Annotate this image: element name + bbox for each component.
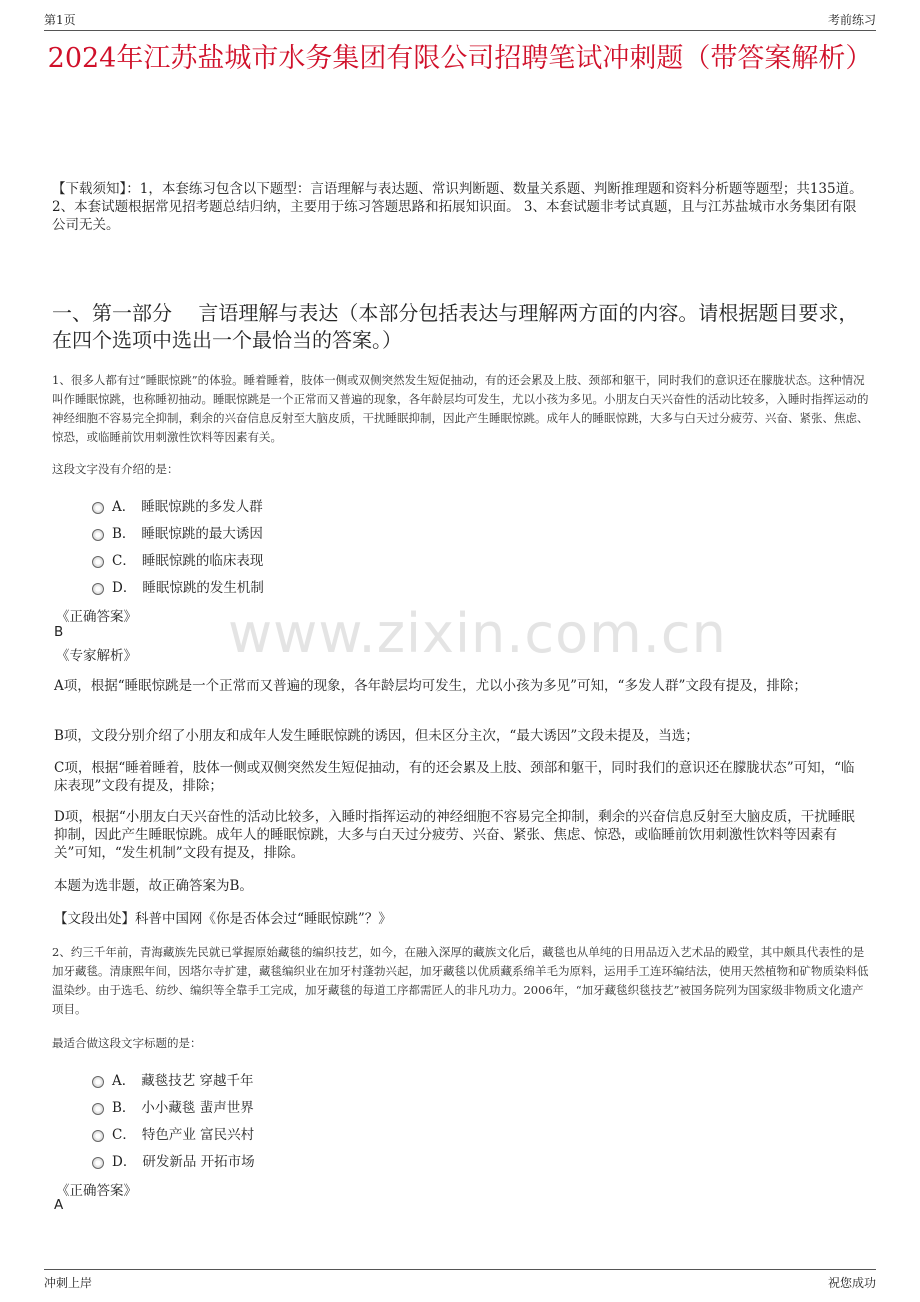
option-letter: A． [112, 498, 136, 515]
q1-source: 【文段出处】科普中国网《你是否体会过“睡眠惊跳”？》 [54, 911, 392, 927]
q1-option-b[interactable] [92, 518, 264, 545]
radio-icon[interactable] [92, 1103, 104, 1115]
option-letter: D． [112, 579, 137, 596]
option-letter: C． [112, 1126, 136, 1143]
option-text: 睡眠惊跳的多发人群 [141, 498, 263, 515]
q2-option-d[interactable] [92, 1146, 255, 1173]
footer-left: 冲刺上岸 [44, 1276, 93, 1290]
q2-answer-label: 《正确答案》 [56, 1183, 137, 1199]
watermark: www.zixin.com.cn [228, 602, 727, 665]
option-text: 小小藏毯 蜚声世界 [141, 1099, 254, 1116]
radio-icon[interactable] [92, 583, 104, 595]
q1-option-c[interactable] [92, 545, 264, 572]
q2-answer: A [54, 1197, 64, 1213]
option-text: 睡眠惊跳的发生机制 [142, 579, 264, 596]
download-notice: 【下载须知】：1，本套练习包含以下题型：言语理解与表达题、常识判断题、数量关系题、判断推理题和资料分析题等题型；共135道。 2、本套试题根据常见招考题总结归纳，主要用于练习答题思路和拓展知识面。 3、本套试题非考试真题，且与江苏盐城市水务集团有限公司无关。 [52, 181, 863, 233]
q1-options [92, 491, 264, 599]
q2-question: 最适合做这段文字标题的是： [52, 1036, 202, 1050]
footer-right: 祝您成功 [827, 1276, 876, 1290]
option-text: 特色产业 富民兴村 [141, 1126, 255, 1143]
q2-passage: 2、约三千年前，青海藏族先民就已掌握原始藏毯的编织技艺，如今，在融入深厚的藏族文化后，藏毯也从单纯的日用品迈入艺术品的殿堂，其中颇具代表性的是加牙藏毯。清康熙年间，因塔尔寺扩建，藏毯编织业在加牙村蓬勃兴起，加牙藏毯以优质藏系绵羊毛为原料，运用手工连环编结法，使用天然植物和矿物质染料低温染纱。由于选毛、纺纱、编织等全靠手工完成，加牙藏毯的每道工序都需匠人的非凡功力。2006年，“加牙藏毯织毯技艺”被国务院列为国家级非物质文化遗产项目。 [52, 945, 869, 1016]
q1-analysis-label: 《专家解析》 [56, 648, 137, 664]
option-letter: C． [112, 552, 136, 569]
q1-analysis-a: A项，根据“睡眠惊跳是一个正常而又普遍的现象，各年龄层均可发生，尤以小孩为多见”可知，“多发人群”文段有提及，排除； [54, 678, 807, 694]
q2-options [92, 1065, 255, 1173]
option-text: 藏毯技艺 穿越千年 [141, 1072, 254, 1089]
option-text: 研发新品 开拓市场 [142, 1153, 255, 1170]
q1-option-a[interactable] [92, 491, 264, 518]
radio-icon[interactable] [92, 1076, 104, 1088]
document-title: 2024年江苏盐城市水务集团有限公司招聘笔试冲刺题（带答案解析） [47, 43, 873, 74]
q1-analysis-b: B项，文段分别介绍了小朋友和成年人发生睡眠惊跳的诱因，但未区分主次，“最大诱因”文段未提及，当选； [54, 728, 699, 744]
option-text: 睡眠惊跳的最大诱因 [141, 525, 263, 542]
radio-icon[interactable] [92, 502, 104, 514]
radio-icon[interactable] [92, 1157, 104, 1169]
q2-option-b[interactable] [92, 1092, 255, 1119]
option-letter: B． [112, 525, 136, 542]
page-header [44, 0, 876, 31]
radio-icon[interactable] [92, 529, 104, 541]
radio-icon[interactable] [92, 556, 104, 568]
section-heading: 一、第一部分 言语理解与表达（本部分包括表达与理解两方面的内容。请根据题目要求，在四个选项中选出一个最恰当的答案。） [52, 301, 859, 352]
q1-answer: B [54, 624, 64, 640]
q1-answer-label: 《正确答案》 [56, 609, 137, 625]
page-footer [44, 1269, 876, 1302]
q1-option-d[interactable] [92, 572, 264, 599]
option-letter: A． [112, 1072, 136, 1089]
option-letter: B． [112, 1099, 136, 1116]
page-number: 第1页 [44, 13, 76, 27]
q1-analysis-d: D项，根据“小朋友白天兴奋性的活动比较多，入睡时指挥运动的神经细胞不容易完全抑制，剩余的兴奋信息反射至大脑皮质，干扰睡眠抑制，因此产生睡眠惊跳。成年人的睡眠惊跳，大多与白天过分疲劳、兴奋、紧张、焦虑、惊恐，或临睡前饮用刺激性饮料等因素有关”可知，“发生机制”文段有提及，排除。 [54, 809, 855, 861]
q1-question: 这段文字没有介绍的是： [52, 462, 179, 476]
q1-analysis-c: C项，根据“睡着睡着，肢体一侧或双侧突然发生短促抽动，有的还会累及上肢、颈部和躯干，同时我们的意识还在朦胧状态”可知，“临床表现”文段有提及，排除； [54, 760, 855, 794]
q2-option-a[interactable] [92, 1065, 255, 1092]
header-tag: 考前练习 [827, 13, 876, 27]
q2-option-c[interactable] [92, 1119, 255, 1146]
q1-passage: 1、很多人都有过“睡眠惊跳”的体验。睡着睡着，肢体一侧或双侧突然发生短促抽动，有的还会累及上肢、颈部和躯干，同时我们的意识还在朦胧状态。这种情况叫作睡眠惊跳，也称睡初抽动。睡眠惊跳是一个正常而又普遍的现象，各年龄层均可发生，尤以小孩为多见。小朋友白天兴奋性的活动比较多，入睡时指挥运动的神经细胞不容易完全抑制，剩余的兴奋信息反射至大脑皮质，干扰睡眠抑制，因此产生睡眠惊跳。成年人的睡眠惊跳，大多与白天过分疲劳、兴奋、紧张、焦虑、惊恐，或临睡前饮用刺激性饮料等因素有关。 [52, 373, 869, 444]
option-letter: D． [112, 1153, 137, 1170]
q1-conclusion: 本题为选非题，故正确答案为B。 [54, 878, 253, 894]
option-text: 睡眠惊跳的临床表现 [141, 552, 264, 569]
radio-icon[interactable] [92, 1130, 104, 1142]
